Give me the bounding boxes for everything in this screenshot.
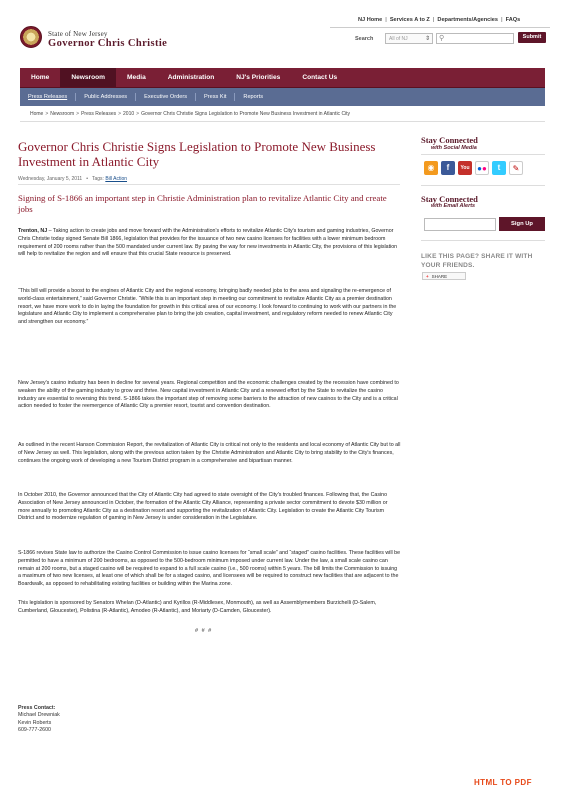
subnav-reports[interactable]: Reports <box>243 94 263 100</box>
subnav-executive-orders[interactable]: Executive Orders <box>136 93 196 101</box>
twitter-icon[interactable]: t <box>492 161 506 175</box>
search-icon: ⚲ <box>439 35 445 42</box>
utility-links: NJ Home | Services A to Z | Departments/Agencies | FAQs <box>358 17 521 23</box>
state-seal-icon[interactable] <box>20 26 42 48</box>
plus-icon: + <box>426 274 429 279</box>
subnav-press-releases[interactable]: Press Releases <box>20 93 76 101</box>
breadcrumb-press-releases[interactable]: Press Releases <box>81 111 117 117</box>
tag-link[interactable]: Bill Action <box>105 176 128 182</box>
sidebar-divider <box>421 240 545 241</box>
page-title: Governor Chris Christie Signs Legislation to Promote New Business Investment in Atlantic City <box>18 139 376 169</box>
breadcrumb-newsroom[interactable]: Newsroom <box>50 111 75 117</box>
press-contact <box>18 705 60 735</box>
util-divider <box>330 27 550 28</box>
paragraph-5: In October 2010, the Governor announced that the City of Atlantic City had agreed to state oversight of the City's troubled finances. Following that, the Casino Association of New Jersey announced in October, the formation of the Atlantic City Alliance, representing a private sector commitment to devote $30 million or more annually to promoting Atlantic City as a destination resort and supporting the revitalization of Atlantic City. Legislation to create the Atlantic City Tourism District and to modernize regulation of gaming in New Jersey is under consideration in the Legislature. <box>18 492 388 522</box>
tags-label: Tags: <box>91 176 104 182</box>
press-contact-name: Michael Drewniak <box>18 712 60 719</box>
social-icons <box>424 161 523 175</box>
chevron-updown-icon: ⇕ <box>424 36 430 42</box>
html-to-pdf-badge: HTML TO PDF <box>474 778 532 787</box>
dateline: Trenton, NJ <box>18 228 48 234</box>
nav-home[interactable]: Home <box>31 74 50 81</box>
nj-icon[interactable]: ✎ <box>509 161 523 175</box>
subnav-press-kit[interactable]: Press Kit <box>196 93 235 101</box>
util-link-faqs[interactable]: FAQs <box>505 17 521 23</box>
search-scope-value: All of NJ <box>389 36 408 42</box>
flickr-icon[interactable]: ●● <box>475 161 489 175</box>
rss-icon[interactable]: ◉ <box>424 161 438 175</box>
util-link-services[interactable]: Services A to Z <box>389 17 430 23</box>
paragraph-1 <box>18 228 401 259</box>
governor-name[interactable]: Governor Chris Christie <box>48 38 168 49</box>
breadcrumb-home[interactable]: Home <box>30 111 44 117</box>
nav-newsroom[interactable]: Newsroom <box>60 68 116 87</box>
paragraph-3: New Jersey's casino industry has been in decline for several years. Regional competition and the economic challenges created by the recession have combined to weaken the ability of the gaming industry to grow and thrive. New capital investment in Atlantic City and a renewed effort by the State to revitalize the casino industry are essential to reversing this trend. S-1866 takes the important step of removing some barriers to the attraction of new casinos to the City and is a critical action needed to foster the reemergence of Atlantic City a premier resort, tourist and convention destination. <box>18 380 399 410</box>
nav-contact[interactable]: Contact Us <box>302 74 338 81</box>
press-contact-name: Kevin Roberts <box>18 719 52 726</box>
share-prompt: LIKE THIS PAGE? SHARE IT WITH YOUR FRIENDS. <box>421 253 533 269</box>
sub-nav <box>20 88 545 106</box>
stay-connected-email-heading: Stay Connected <box>421 194 478 204</box>
paragraph-2: “This bill will provide a boost to the engines of Atlantic City and the regional economy, bringing badly needed jobs to the area and signaling the re-emergence of world-class entertainment,” said Governor Christie. “While this is an important step in meeting our commitment to revitalize Atlantic City as a premier destination resort, we have more work to do in laying the foundation for growth in this critical area of our economy. I look forward to continuing to work with our partners in the legislature and Atlantic City to implement a comprehensive plan to bring the job creation, capital investment, and regulatory reform needed to renew Atlantic City and strengthen our economy.” <box>18 288 397 326</box>
share-button[interactable] <box>422 272 466 280</box>
paragraph-4: As outlined in the recent Hanson Commission Report, the revitalization of Atlantic City is critical not only to the residents and local economy of Atlantic City but to all of New Jersey as well. This legislation, along with the previous action taken by the Christie Administration and Atlantic City to bring stability to the City's finances, continues the ongoing work of developing a new Tourism District program in a comprehensive and bipartisan manner. <box>18 442 401 464</box>
search-scope-select[interactable] <box>385 33 433 44</box>
article-subtitle: Signing of S-1866 an important step in Christie Administration plan to revitalize Atlantic City and create jobs <box>18 193 387 214</box>
facebook-icon[interactable]: f <box>441 161 455 175</box>
end-mark: # # # <box>195 628 213 634</box>
email-field[interactable] <box>424 218 496 231</box>
search-submit-button[interactable]: Submit <box>518 32 546 43</box>
nav-administration[interactable]: Administration <box>167 74 215 81</box>
press-contact-phone: 609-777-2600 <box>18 727 51 734</box>
press-contact-heading: Press Contact: <box>18 705 56 711</box>
paragraph-6: S-1866 revises State law to authorize the Casino Control Commission to issue casino licenses for “small scale” and “staged” casino facilities. These facilities will be permitted to have a minimum of 200 bedrooms, as opposed to the 500-bedroom minimum imposed under current law. Under the law, a small scale casino can remain at 200 rooms, but a staged casino will be required to expand to a full scale casino (i.e., 500 rooms) within 5 years. The bill limits the Commission to issuing a maximum of two new licenses, at least one of which shall be for a staged casino, and licensees will be required to construct new facilities that are adjacent to the Boardwalk, as opposed to rehabilitating existing facilities or building within the Marina zone. <box>18 550 401 588</box>
meta-divider <box>18 184 400 185</box>
nav-media[interactable]: Media <box>127 74 146 81</box>
main-nav <box>20 68 545 88</box>
social-media-subheading: with Social Media <box>431 145 477 151</box>
article-date: Wednesday, January 5, 2011 <box>18 176 83 182</box>
paragraph-1-text: – Taking action to create jobs and move forward with the Administration's efforts to revitalize Atlantic City's tourism and gaming industries, Governor Chris Christie today signed Senate Bill 1866, legislation that provides for the issuance of two new casino licenses for facilities with a lower minimum bedroom requirement of 200 rooms rather than the 500 mandated under current law. By paving the way for new investments in Atlantic City, the provisions of this legislation will help to revitalize the region and will ensure that this crucial State resource is preserved. <box>18 228 398 258</box>
sidebar-divider <box>421 185 545 186</box>
paragraph-7: This legislation is sponsored by Senators Whelan (D-Atlantic) and Kyrillos (R-Middlesex, Monmouth), as well as Assemblymembers Burzichelli (D-Salem, Cumberland, Gloucester), Polistina (R-Atlantic), Amodeo (R-Atlantic), and Moriarty (D-Camden, Gloucester). <box>18 600 377 614</box>
util-link-departments[interactable]: Departments/Agencies <box>437 17 499 23</box>
email-alerts-subheading: with Email Alerts <box>431 203 476 209</box>
signup-button[interactable]: Sign Up <box>499 217 545 231</box>
breadcrumb-current: Governor Chris Christie Signs Legislation to Promote New Business Investment in Atlantic City <box>141 111 351 117</box>
breadcrumb-year[interactable]: 2010 <box>123 111 135 117</box>
youtube-icon[interactable]: You <box>458 161 472 175</box>
search-input[interactable] <box>436 33 514 44</box>
article-meta: Wednesday, January 5, 2011 • Tags: Bill Action <box>18 176 128 182</box>
breadcrumb: Home > Newsroom > Press Releases > 2010 > Governor Chris Christie Signs Legislation to Promote New Business Investment in Atlantic City <box>30 111 351 117</box>
search-label: Search <box>355 36 374 42</box>
state-name: State of New Jersey <box>48 30 108 38</box>
share-label: SHARE <box>431 274 448 279</box>
sidebar-divider <box>421 154 545 155</box>
util-link-nj-home[interactable]: NJ Home <box>358 17 383 23</box>
stay-connected-heading: Stay Connected <box>421 135 478 145</box>
breadcrumb-divider <box>20 121 545 122</box>
subnav-public-addresses[interactable]: Public Addresses <box>76 93 136 101</box>
nav-priorities[interactable]: NJ's Priorities <box>236 74 281 81</box>
